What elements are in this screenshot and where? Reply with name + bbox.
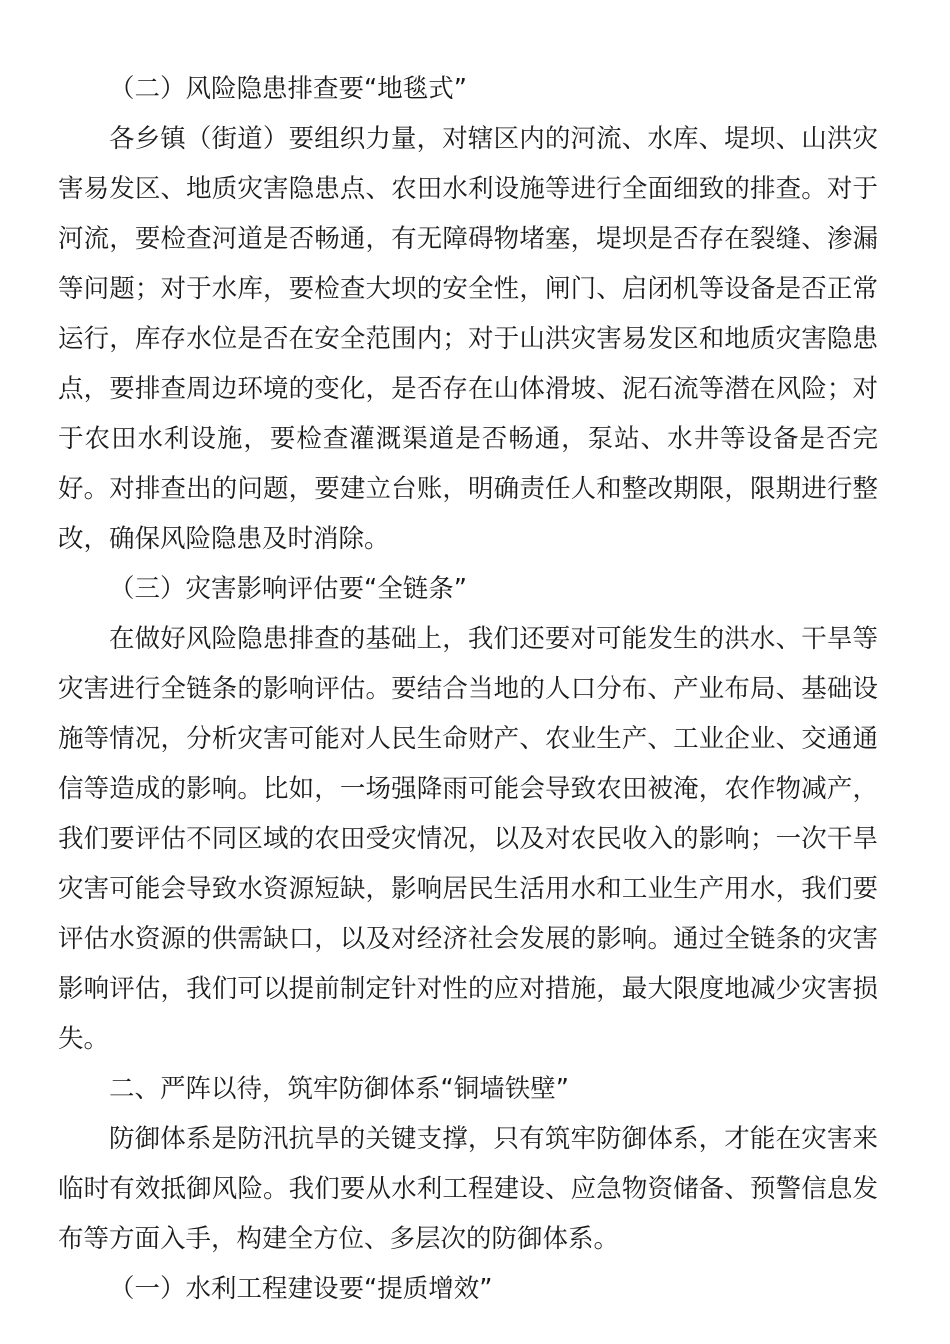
section-heading-2-3: （三）灾害影响评估要“全链条”	[109, 574, 467, 604]
paragraph-impact-assessment: 在做好风险隐患排查的基础上，我们还要对可能发生的洪水、干旱等灾害进行全链条的影响评估。要结合当地的人口分布、产业布局、基础设施等情况，分析灾害可能对人民生命财产、农业生产、工业企业、交通通信等造成的影响。比如，一场强降雨可能会导致农田被淹，农作物减产，我们要评估不同区域的农田受灾情况，以及对农民收入的影响；一次干旱灾害可能会导致水资源短缺，影响居民生活用水和工业生产用水，我们要评估水资源的供需缺口，以及对经济社会发展的影响。通过全链条的灾害影响评估，我们可以提前制定针对性的应对措施，最大限度地减少灾害损失。	[58, 624, 878, 1054]
section-heading-2-2: （二）风险隐患排查要“地毯式”	[109, 74, 467, 104]
paragraph-risk-inspection: 各乡镇（街道）要组织力量，对辖区内的河流、水库、堤坝、山洪灾害易发区、地质灾害隐患点、农田水利设施等进行全面细致的排查。对于河流，要检查河道是否畅通，有无障碍物堵塞，堤坝是否存在裂缝、渗漏等问题；对于水库，要检查大坝的安全性，闸门、启闭机等设备是否正常运行，库存水位是否在安全范围内；对于山洪灾害易发区和地质灾害隐患点，要排查周边环境的变化，是否存在山体滑坡、泥石流等潜在风险；对于农田水利设施，要检查灌溉渠道是否畅通，泵站、水井等设备是否完好。对排查出的问题，要建立台账，明确责任人和整改期限，限期进行整改，确保风险隐患及时消除。	[58, 124, 878, 554]
paragraph-defense-system: 防御体系是防汛抗旱的关键支撑，只有筑牢防御体系，才能在灾害来临时有效抵御风险。我们要从水利工程建设、应急物资储备、预警信息发布等方面入手，构建全方位、多层次的防御体系。	[58, 1124, 878, 1254]
section-heading-2-1: （一）水利工程建设要“提质增效”	[109, 1274, 493, 1304]
section-heading-2: 二、严阵以待，筑牢防御体系“铜墙铁壁”	[109, 1074, 569, 1104]
document-body	[58, 64, 878, 1314]
